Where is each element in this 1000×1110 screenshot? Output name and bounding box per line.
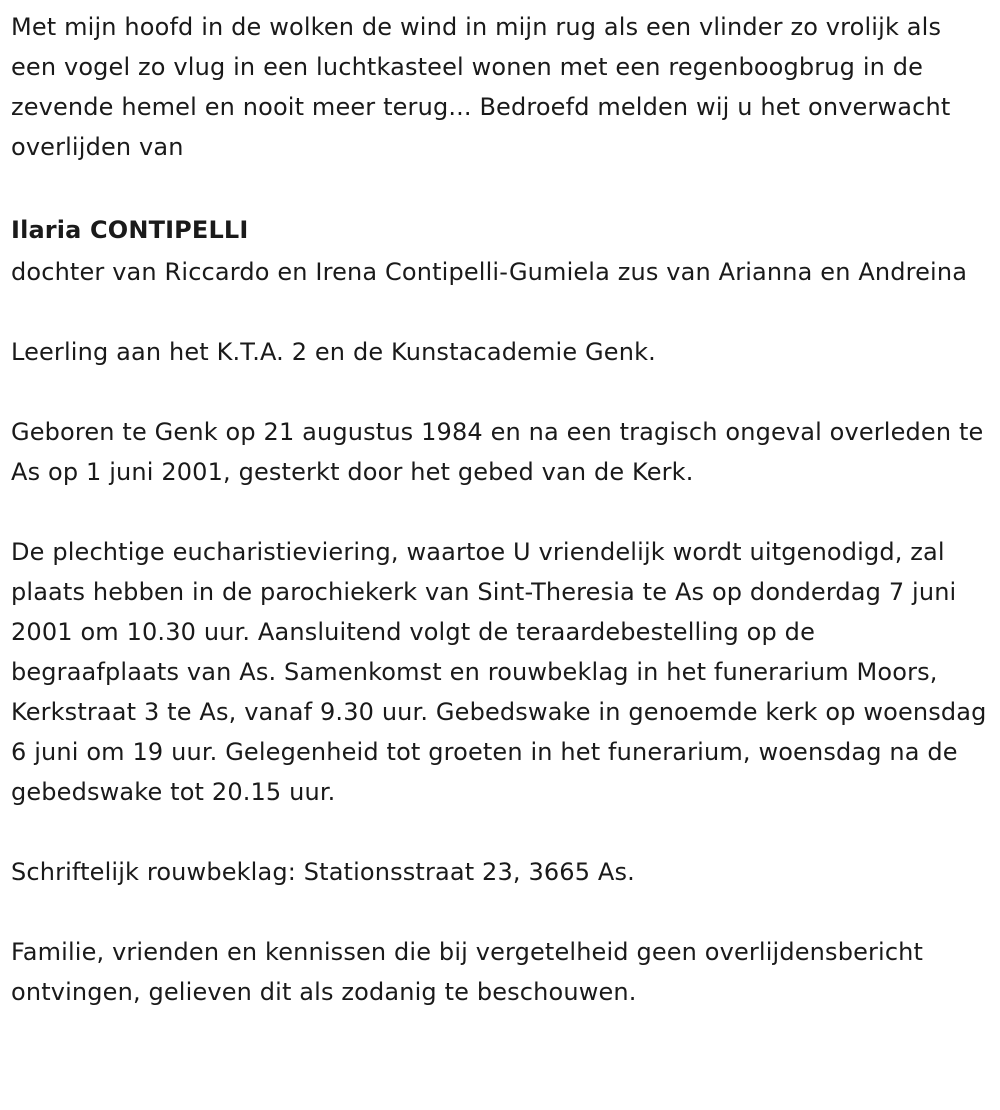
family-paragraph: dochter van Riccardo en Irena Contipelli-Gumiela zus van Arianna en Andreina (11, 258, 968, 286)
deceased-name: Ilaria CONTIPELLI (11, 216, 249, 244)
school-paragraph: Leerling aan het K.T.A. 2 en de Kunstacademie Genk. (11, 338, 656, 366)
ceremony-paragraph: De plechtige eucharistieviering, waartoe U vriendelijk wordt uitgenodigd, zal plaats hebben in de parochiekerk van Sint-Theresia te As op donderdag 7 juni 2001 om 10.30 uur. Aansluitend volgt de teraardebestelling op de begraafplaats van As. Samenkomst en rouwbeklag in het funerarium Moors, Kerkstraat 3 te As, vanaf 9.30 uur. Gebedswake in genoemde kerk op woensdag 6 juni om 19 uur. Gelegenheid tot groeten in het funerarium, woensdag na de gebedswake tot 20.15 uur. (11, 538, 987, 806)
closing-note-paragraph: Familie, vrienden en kennissen die bij vergetelheid geen overlijdensbericht ontvingen, gelieven dit als zodanig te beschouwen. (11, 938, 924, 1006)
birth-death-paragraph: Geboren te Genk op 21 augustus 1984 en na een tragisch ongeval overleden te As op 1 juni 2001, gesterkt door het gebed van de Kerk. (11, 418, 984, 486)
condolence-address-paragraph: Schriftelijk rouwbeklag: Stationsstraat 23, 3665 As. (11, 858, 635, 886)
intro-paragraph: Met mijn hoofd in de wolken de wind in mijn rug als een vlinder zo vrolijk als een vogel zo vlug in een luchtkasteel wonen met een regenboogbrug in de zevende hemel en nooit meer terug... Bedroefd melden wij u het onverwacht overlijden van (11, 13, 951, 161)
